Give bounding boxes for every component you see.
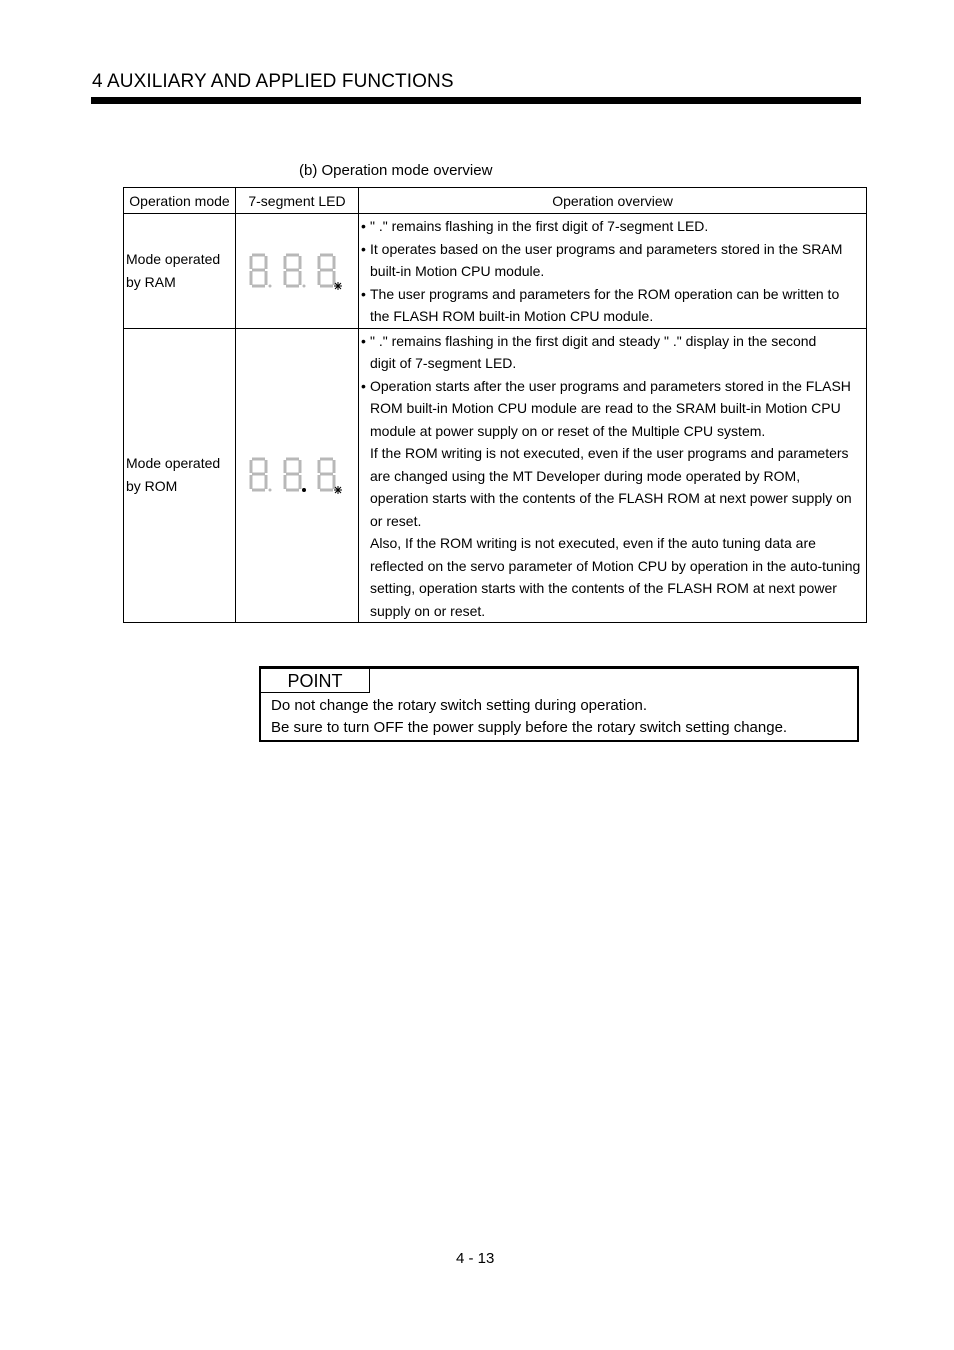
overview-line: digit of 7-segment LED. bbox=[370, 355, 517, 371]
overview-line: operation starts with the contents of the FLASH ROM at next power supply on bbox=[370, 490, 852, 506]
overview-cell bbox=[359, 214, 867, 329]
header-rule bbox=[91, 97, 861, 104]
column-header-overview: Operation overview bbox=[359, 188, 867, 214]
led-cell bbox=[236, 214, 359, 329]
table-header-row bbox=[124, 188, 867, 214]
seven-segment-led-icon bbox=[247, 251, 347, 291]
section-subtitle: (b) Operation mode overview bbox=[299, 162, 493, 179]
mode-label-line2: by RAM bbox=[126, 273, 176, 290]
overview-bullet: • " ." remains flashing in the first digit of 7-segment LED. bbox=[361, 218, 709, 234]
mode-cell bbox=[124, 214, 236, 329]
table-row bbox=[124, 214, 867, 329]
overview-line: If the ROM writing is not executed, even if the user programs and parameters bbox=[370, 445, 849, 461]
overview-bullet: • " ." remains flashing in the first digit and steady " ." display in the second bbox=[361, 332, 817, 349]
operation-mode-table bbox=[123, 187, 867, 623]
point-label: POINT bbox=[261, 669, 370, 693]
overview-bullet: • It operates based on the user programs and parameters stored in the SRAM bbox=[361, 240, 843, 257]
mode-label-line2: by ROM bbox=[126, 478, 178, 495]
overview-bullet: • The user programs and parameters for the ROM operation can be written to bbox=[361, 285, 840, 302]
column-header-led: 7-segment LED bbox=[236, 188, 359, 214]
overview-line: reflected on the servo parameter of Motion CPU by operation in the auto-tuning bbox=[370, 557, 861, 574]
led-cell bbox=[236, 328, 359, 623]
overview-line: built-in Motion CPU module. bbox=[370, 263, 545, 279]
point-box bbox=[259, 666, 859, 742]
seven-segment-led-icon bbox=[247, 455, 347, 495]
overview-line: the FLASH ROM built-in Motion CPU module. bbox=[370, 308, 654, 324]
point-text-line2: Be sure to turn OFF the power supply before the rotary switch setting change. bbox=[271, 719, 788, 736]
overview-line: module at power supply on or reset of the Multiple CPU system. bbox=[370, 422, 766, 439]
overview-cell bbox=[359, 328, 867, 623]
mode-label-line1: Mode operated bbox=[126, 455, 221, 472]
point-text-line1: Do not change the rotary switch setting during operation. bbox=[271, 697, 648, 714]
mode-label-line1: Mode operated bbox=[126, 250, 221, 267]
column-header-operation-mode: Operation mode bbox=[124, 188, 236, 214]
mode-cell bbox=[124, 328, 236, 623]
overview-line: are changed using the MT Developer during mode operated by ROM, bbox=[370, 467, 801, 484]
overview-line: setting, operation starts with the contents of the FLASH ROM at next power bbox=[370, 580, 837, 596]
overview-line: or reset. bbox=[370, 512, 422, 529]
overview-bullet: • Operation starts after the user programs and parameters stored in the FLASH bbox=[361, 377, 851, 394]
page-number: 4 - 13 bbox=[456, 1250, 495, 1267]
table-row bbox=[124, 328, 867, 623]
overview-line: supply on or reset. bbox=[370, 602, 486, 619]
page-header-title: 4 AUXILIARY AND APPLIED FUNCTIONS bbox=[92, 71, 454, 92]
overview-line: ROM built-in Motion CPU module are read to the SRAM built-in Motion CPU bbox=[370, 400, 841, 416]
overview-line: Also, If the ROM writing is not executed, even if the auto tuning data are bbox=[370, 535, 816, 551]
